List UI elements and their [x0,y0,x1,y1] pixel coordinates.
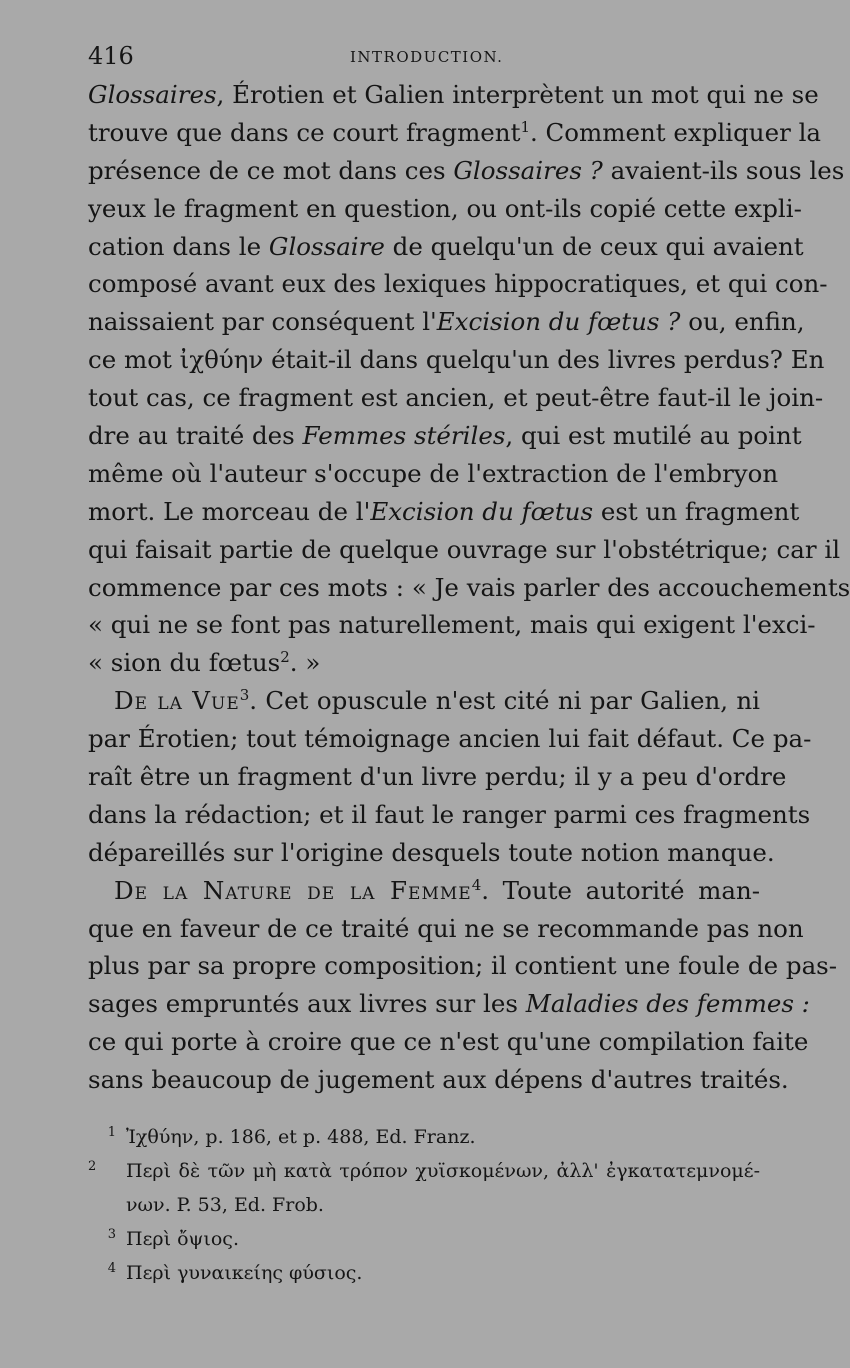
text-run: de quelqu'un de ceux qui avaient [384,231,804,261]
text-run: plus par sa propre composition; il contient une foule de pas- [88,951,838,981]
text-run: Glossaires ? [453,155,603,185]
footnote-ref: 2 [280,648,290,667]
text-line [88,1061,789,1099]
text-run: Glossaires [88,80,217,109]
text-run: par Érotien; tout témoignage ancien lui fait défaut. Ce pa- [88,724,812,754]
footnote-text: Περὶ γυναικείης φύσιος. [126,1262,363,1284]
text-line [88,152,845,190]
text-line [88,379,824,417]
text-run: . Cet opuscule n'est cité ni par Galien, ni [249,686,760,716]
text-run: cation dans le [88,231,269,261]
text-line [88,265,828,303]
text-line [88,682,760,720]
text-run: . Comment expliquer la [529,117,822,147]
text-run: Excision du fœtus [370,496,594,526]
text-run: sans beaucoup de jugement aux dépens d'autres traités. [88,1065,789,1095]
text-run: ce qui porte à croire que ce n'est qu'une compilation faite [88,1027,809,1057]
text-run: « qui ne se font pas naturellement, mais qui exigent l'exci- [88,610,816,640]
footnote: 3 Περὶ ὄψιος. [107,1226,239,1250]
text-run: présence de ce mot dans ces [88,155,454,185]
page-number: 416 [88,42,134,70]
text-run: yeux le fragment en question, ou ont-ils copié cette expli- [88,193,802,223]
text-line [88,228,804,266]
text-line [88,341,825,379]
footnote-text: Ἰχθύην, p. 186, et p. 488, Ed. Franz. [126,1126,476,1148]
footnote-ref: 1 [520,117,530,136]
footnote-text: Περὶ δὲ τῶν μὴ κατὰ τρόπον χυϊσκομένων, ἀλλ' ἐγκατατεμνομέ- [126,1160,760,1182]
text-line [88,76,819,114]
section-heading: De la Vue [114,686,240,716]
page-header [88,42,760,72]
footnote-text: νων. P. 53, Ed. Frob. [126,1194,324,1216]
text-line [88,455,779,493]
text-run: , Érotien et Galien interprètent un mot qui ne se [216,80,819,109]
footnote: 2 Περὶ δὲ τῶν μὴ κατὰ τρόπον χυϊσκομένων, ἀλλ' ἐγκατατεμνομέ- [88,1158,760,1182]
text-run: ou, enfin, [680,307,805,337]
text-line [88,114,822,152]
text-run: tout cas, ce fragment est ancien, et peut-être faut-il le join- [88,383,824,413]
text-run: raît être un fragment d'un livre perdu; il y a peu d'ordre [88,762,787,792]
text-run: , qui est mutilé au point [505,421,802,451]
text-run: composé avant eux des lexiques hippocratiques, et qui con- [88,269,828,299]
text-line [88,417,802,455]
text-run: dre au traité des [88,421,303,451]
text-run: Glossaire [268,231,385,261]
text-run: Maladies des femmes : [525,989,810,1019]
text-line [88,834,775,872]
text-line [88,493,800,531]
text-run: même où l'auteur s'occupe de l'extraction de l'embryon [88,458,779,488]
footnote-text: Περὶ ὄψιος. [126,1228,239,1250]
text-line [88,303,805,341]
text-run: avaient-ils sous les [602,155,845,185]
footnote [88,1188,760,1222]
text-run: sages empruntés aux livres sur les [88,989,526,1019]
text-run: que en faveur de ce traité qui ne se recommande pas non [88,913,804,943]
text-run: Excision du fœtus ? [436,307,681,337]
text-run: trouve que dans ce court fragment [88,117,521,147]
section-heading: De la Nature de la Femme [114,875,472,905]
text-line [88,1023,809,1061]
text-run: naissaient par conséquent l' [88,307,437,337]
text-run: dans la rédaction; et il faut le ranger parmi ces fragments [88,799,811,829]
text-line [88,644,760,682]
text-run: est un fragment [593,496,800,526]
text-line [88,796,811,834]
text-line [88,606,816,644]
text-run: ce mot ἰχθύην était-il dans quelqu'un des livres perdus? En [88,345,825,375]
body-text [88,76,850,1099]
footnote-ref: 4 [471,875,482,894]
text-run: mort. Le morceau de l' [88,496,371,526]
footnote-ref: 3 [239,686,250,705]
text-line [88,872,760,910]
text-line [88,531,841,569]
text-line [88,190,802,228]
text-run: commence par ces mots : « Je vais parler des accouchements [88,572,850,602]
text-run: « sion du fœtus [88,648,281,678]
text-run: . Toute autorité man- [481,875,760,905]
text-run: Femmes stériles [302,421,506,451]
text-line [88,985,810,1023]
text-line [88,569,850,607]
footnotes [88,1120,760,1290]
text-run: . » [289,648,321,678]
running-title: INTRODUCTION. [350,48,504,66]
text-line [88,910,804,948]
text-run: dépareillés sur l'origine desquels toute notion manque. [88,837,775,867]
text-line [88,720,812,758]
footnote: 1 Ἰχθύην, p. 186, et p. 488, Ed. Franz. [107,1124,476,1148]
text-line [88,758,787,796]
text-line [88,947,838,985]
footnote: 4 Περὶ γυναικείης φύσιος. [107,1260,363,1284]
text-run: qui faisait partie de quelque ouvrage sur l'obstétrique; car il [88,534,841,564]
